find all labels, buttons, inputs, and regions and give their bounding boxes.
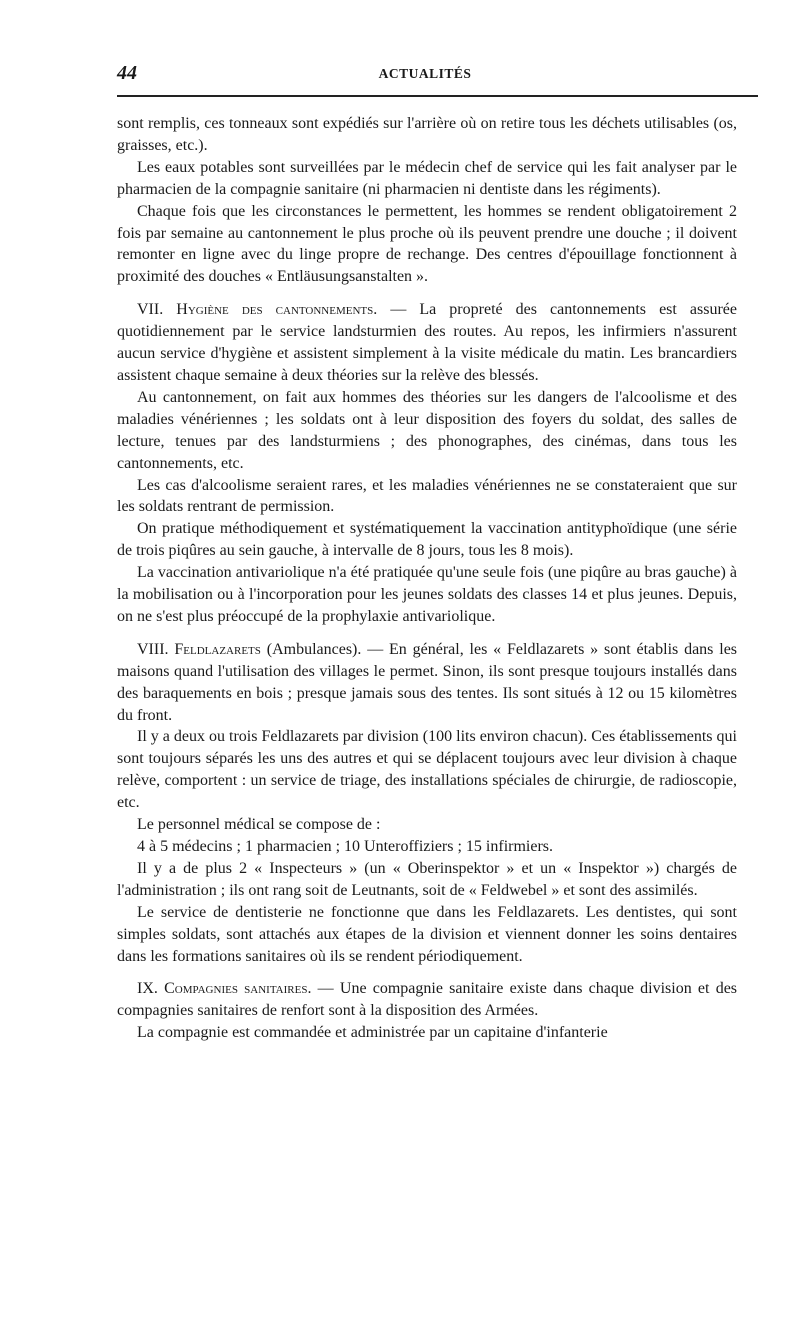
page-body — [117, 113, 737, 1044]
paragraph: Le service de dentisterie ne fonctionne que dans les Feldlazarets. Les dentistes, qui sont simples soldats, sont attachés aux étapes de la division et viennent donner les soins dentaires dans les formations sanitaires où ils se rendent périodiquement. — [117, 903, 737, 965]
section-heading: Compagnies sanitaires. — [164, 980, 312, 998]
section-number: IX. — [137, 980, 158, 998]
section-number: VII. — [137, 301, 164, 319]
section-vii-paragraph — [117, 299, 737, 387]
paragraph: 4 à 5 médecins ; 1 pharmacien ; 10 Unteroffiziers ; 15 infirmiers. — [137, 838, 554, 855]
running-title: ACTUALITÉS — [378, 66, 472, 81]
paragraph: Les eaux potables sont surveillées par le médecin chef de service qui les fait analyser par le pharmacien de la compagnie sanitaire (ni pharmacien ni dentiste dans les régiments). — [117, 158, 737, 198]
section-heading: Feldlazarets — [174, 640, 261, 658]
paragraph: Les cas d'alcoolisme seraient rares, et les maladies vénériennes ne se constateraient que sur les soldats rentrant de permission. — [117, 476, 737, 516]
page-header — [117, 62, 733, 86]
paragraph: Chaque fois que les circonstances le permettent, les hommes se rendent obligatoirement 2 fois par semaine au cantonnement le plus proche où ils peuvent prendre une douche ; il doivent remonter en ligne avec du linge propre de rechange. Des centres d'épouillage fonctionnent à proximité des douches « Entläusungsanstalten ». — [117, 202, 737, 286]
paragraph: Le personnel médical se compose de : — [137, 816, 381, 834]
paragraph: Il y a de plus 2 « Inspecteurs » (un « Oberinspektor » et un « Inspektor ») chargés de l'administration ; ils ont rang soit de Leutnants, soit de « Feldwebel » et sont des assimilés. — [117, 859, 737, 899]
paragraph: Il y a deux ou trois Feldlazarets par division (100 lits environ chacun). Ces établissements qui sont toujours séparés les uns des autres et qui se déplacent toujours avec leur division à chaque relève, comportent : un service de triage, des installations spéciales de chirurgie, de radioscopie, etc. — [117, 728, 737, 812]
section-viii-paragraph — [117, 639, 737, 727]
page-number: 44 — [117, 62, 137, 84]
paragraph: La vaccination antivariolique n'a été pratiquée qu'une seule fois (une piqûre au bras gauche) à la mobilisation ou à l'incorporation pour les jeunes soldats des classes 14 et plus jeunes. Depuis, on ne s'est plus préoccupé de la prophylaxie antivariolique. — [117, 564, 737, 625]
em-dash: — — [390, 301, 407, 319]
paragraph: sont remplis, ces tonneaux sont expédiés sur l'arrière où on retire tous les déchets utilisables (os, graisses, etc.). — [117, 115, 737, 154]
section-heading: Hygiène des cantonnements. — [176, 301, 378, 319]
paragraph-text: (Ambulances). — En général, les « Feldlazarets » sont établis dans les maisons quand l'utilisation des villages le permet. Sinon, ils sont presque toujours installés dans des baraquements en bois ; presque jamais sous des tentes. Ils sont situés à 12 ou 15 kilomètres du front. — [117, 640, 738, 724]
paragraph-text: La propreté des cantonnements est assurée quotidiennement par le service landsturmien des routes. Au repos, les infirmiers n'assurent aucun service d'hygiène et assistent simplement à la visite médicale du matin. Les brancardiers assistent chaque semaine à deux théories sur la relève des blessés. — [117, 301, 738, 384]
section-number: VIII. — [137, 640, 169, 658]
header-rule — [117, 95, 758, 97]
section-ix-paragraph — [117, 978, 737, 1022]
paragraph: Au cantonnement, on fait aux hommes des théories sur les dangers de l'alcoolisme et des maladies vénériennes ; les soldats ont à leur disposition des foyers du soldat, des salles de lecture, tenues par des landsturmiens ; des phonographes, des cinémas, dans tous les cantonnements, etc. — [117, 388, 737, 472]
paragraph: La compagnie est commandée et administrée par un capitaine d'infanterie — [137, 1024, 608, 1042]
paragraph-text: — Une compagnie sanitaire existe dans chaque division et des compagnies sanitaires de renfort sont à la disposition des Armées. — [117, 980, 738, 1020]
paragraph: On pratique méthodiquement et systématiquement la vaccination antityphoïdique (une série de trois piqûres au sein gauche, à intervalle de 8 jours, tous les 8 mois). — [117, 520, 737, 560]
